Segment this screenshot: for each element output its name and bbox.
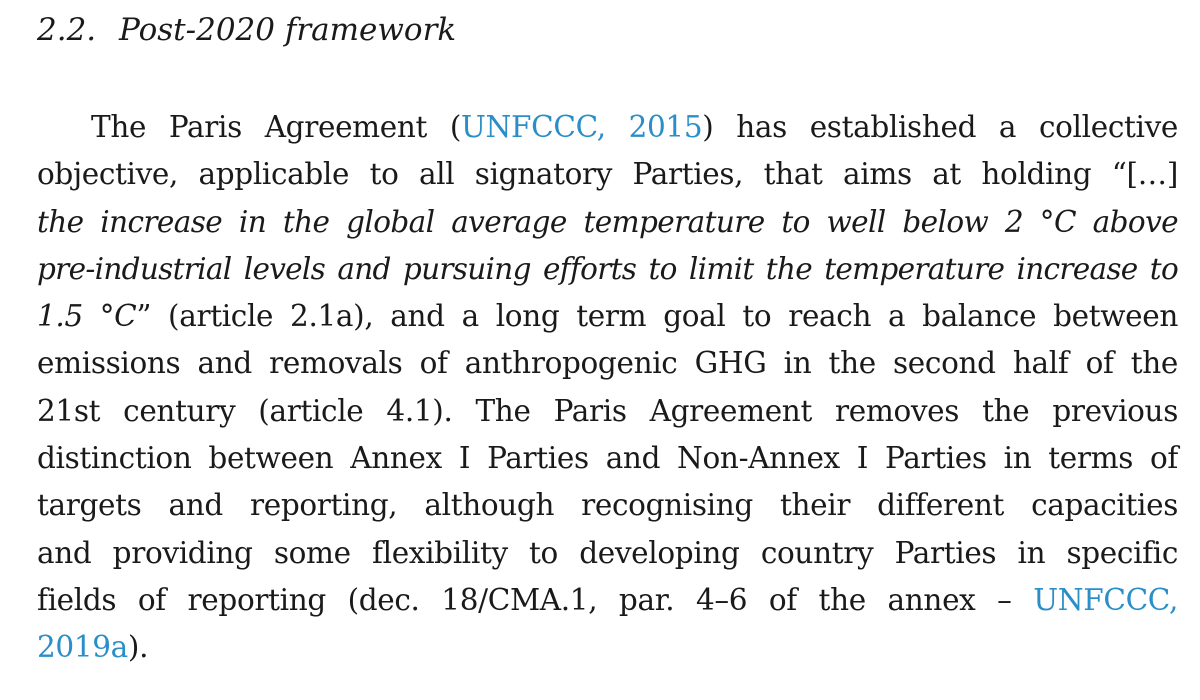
text-run: ) has established a collective	[702, 110, 1179, 144]
text-line-9: targets and reporting, although recognising their different capacities	[37, 488, 1178, 523]
quoted-text: pre-industrial levels and pursuing efforts to limit the temperature increase to	[37, 251, 1178, 286]
text-run: ).	[127, 630, 149, 665]
text-line-7: 21st century (article 4.1). The Paris Agreement removes the previous	[37, 393, 1178, 428]
text-line-10: and providing some flexibility to developing country Parties in specific	[37, 535, 1178, 570]
text-line-8: distinction between Annex I Parties and Non-Annex I Parties in terms of	[37, 441, 1178, 476]
text-line-1	[37, 104, 1178, 151]
body-paragraph	[37, 104, 1178, 672]
text-line-2: objective, applicable to all signatory Parties, that aims at holding “[…]	[37, 157, 1178, 192]
text-run: fields of reporting (dec. 18/CMA.1, par. 4–6 of the annex –	[37, 582, 1034, 617]
section-title: Post-2020 framework	[119, 12, 457, 48]
citation-link-unfccc-2019a[interactable]: UNFCCC,	[1033, 582, 1178, 617]
text-line-11	[37, 577, 1178, 624]
text-run: The Paris Agreement (	[91, 110, 462, 144]
text-line-6: emissions and removals of anthropogenic GHG in the second half of the	[37, 346, 1178, 381]
text-run: ” (article 2.1a), and a long term goal to reach a balance between	[136, 299, 1178, 334]
text-line-3-quote	[37, 199, 1178, 246]
section-number: 2.2.	[37, 12, 97, 48]
citation-link-unfccc-2015[interactable]: UNFCCC, 2015	[461, 110, 703, 144]
quoted-text: 1.5 °C	[37, 299, 137, 334]
text-line-12	[37, 624, 1178, 671]
text-line-5	[37, 293, 1178, 340]
quoted-text: the increase in the global average temperature to well below 2 °C above	[37, 204, 1178, 239]
text-line-4-quote	[37, 246, 1178, 293]
citation-link-unfccc-2019a-year[interactable]: 2019a	[37, 630, 128, 665]
section-heading	[37, 10, 456, 50]
